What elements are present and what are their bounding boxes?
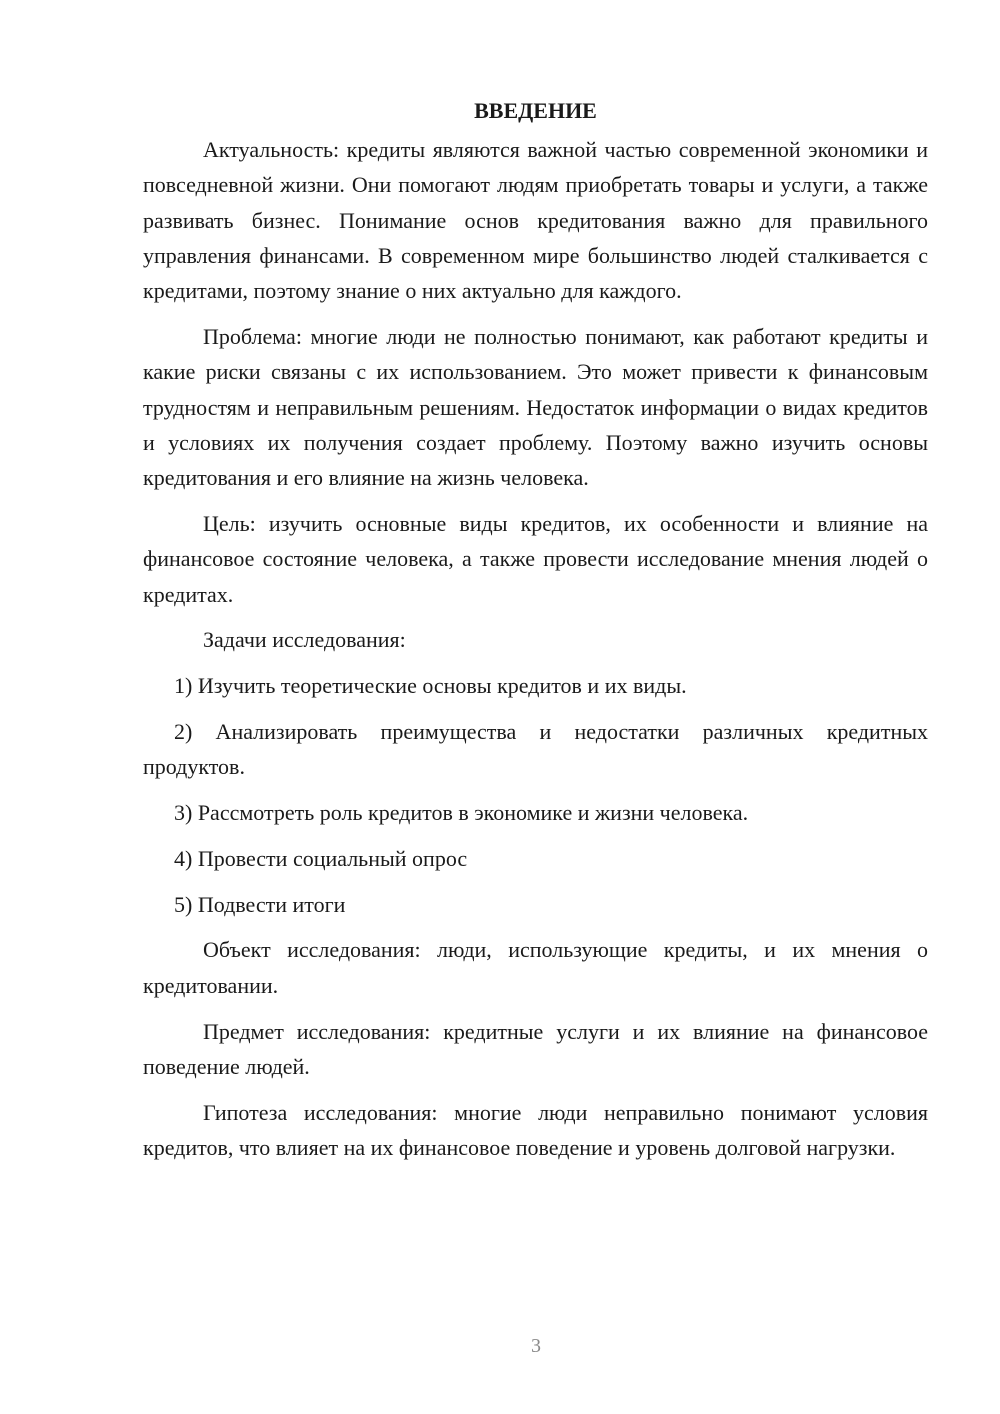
paragraph-hypothesis: Гипотеза исследования: многие люди неправильно понимают условия кредитов, что влияет на их финансовое поведение и уровень долговой нагрузки. [143,1099,928,1160]
task-item-3: 3) Рассмотреть роль кредитов в экономике и жизни человека. [174,800,749,826]
page-content [143,93,928,1176]
paragraph-goal: Цель: изучить основные виды кредитов, их особенности и влияние на финансовое состояние человека, а также провести исследование мнения людей о кредитах. [143,510,928,607]
paragraph-problem: Проблема: многие люди не полностью понимают, как работают кредиты и какие риски связаны с их использованием. Это может привести к финансовым трудностям и неправильным решениям. Недостаток информации о видах кредитов и условиях их получения создает проблему. Поэтому важно изучить основы кредитования и его влияние на жизнь человека. [143,323,928,491]
task-item-5: 5) Подвести итоги [174,891,346,917]
task-item-1: 1) Изучить теоретические основы кредитов и их виды. [174,673,687,699]
section-title: ВВЕДЕНИЕ [474,98,597,123]
task-item-4: 4) Провести социальный опрос [174,845,468,871]
task-item-2: 2) Анализировать преимущества и недостатки различных кредитных продуктов. [143,718,928,780]
paragraph-tasks-heading: Задачи исследования: [203,627,406,653]
paragraph-subject: Предмет исследования: кредитные услуги и их влияние на финансовое поведение людей. [143,1018,928,1079]
paragraph-relevance: Актуальность: кредиты являются важной частью современной экономики и повседневной жизни. Они помогают людям приобретать товары и услуги, а также развивать бизнес. Понимание основ кредитования важно для правильного управления финансами. В современном мире большинство людей сталкивается с кредитами, поэтому знание о них актуально для каждого. [143,137,928,304]
page-number: 3 [531,1335,541,1357]
paragraph-object: Объект исследования: люди, использующие кредиты, и их мнения о кредитовании. [143,937,928,998]
